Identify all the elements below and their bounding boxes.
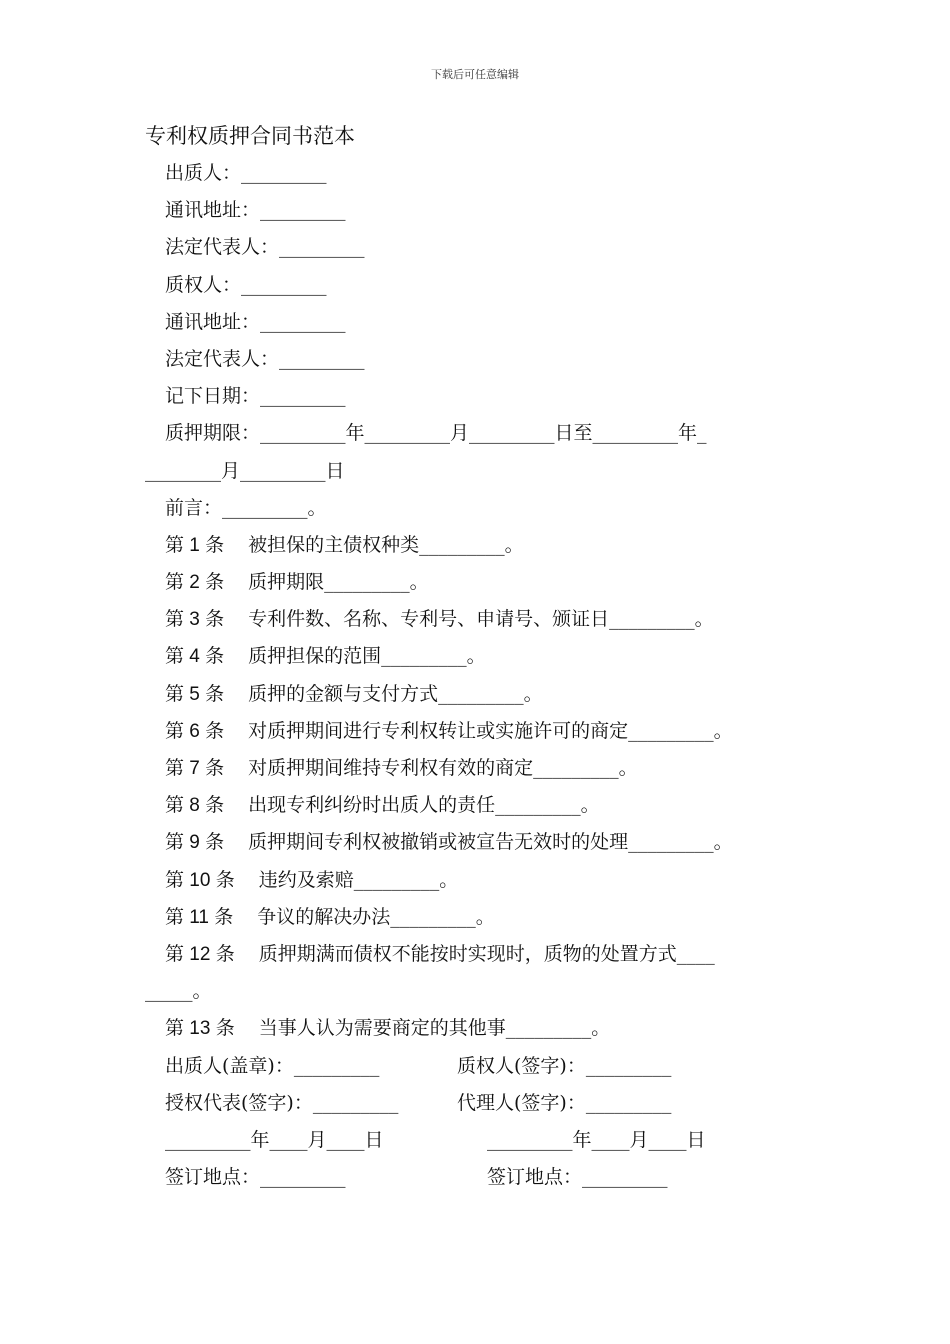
field-pledgor-legal-rep: 法定代表人：_________ (165, 236, 365, 259)
signature-row-1 (145, 1048, 815, 1085)
article-2 (145, 564, 815, 601)
sig-pledgor-seal: 出质人(盖章)：_________ (165, 1054, 380, 1077)
document-title: 专利权质押合同书范本 (145, 124, 355, 148)
article-number: 第 9 条 (165, 832, 225, 854)
article-3 (145, 601, 815, 638)
page-header-note: 下载后可任意编辑 (431, 68, 519, 81)
signature-row-4 (145, 1159, 815, 1196)
article-text: 出现专利纠纷时出质人的责任_________。 (248, 794, 600, 817)
sig-place-left: 签订地点：_________ (165, 1166, 346, 1189)
article-number: 第 13 条 (165, 1018, 235, 1040)
field-record-date: 记下日期：_________ (165, 385, 346, 408)
article-text: 质押期间专利权被撤销或被宣告无效时的处理_________。 (248, 831, 733, 854)
field-pledgee-address: 通讯地址：_________ (165, 310, 346, 333)
field-pledge-term: 质押期限：_________年_________月_________日至_________年_ (165, 422, 707, 445)
article-1 (145, 527, 815, 564)
article-number: 第 1 条 (165, 534, 225, 556)
article-8 (145, 787, 815, 824)
article-text: 质押的金额与支付方式_________。 (248, 682, 543, 705)
article-number: 第 5 条 (165, 683, 225, 705)
article-11 (145, 899, 815, 936)
article-5 (145, 676, 815, 713)
field-pledgor-address: 通讯地址：_________ (165, 199, 346, 222)
article-text: 质押期满而债权不能按时实现时，质物的处置方式____ (258, 942, 715, 965)
article-7 (145, 750, 815, 787)
article-number: 第 3 条 (165, 609, 225, 631)
sig-authorized-rep: 授权代表(签字)：_________ (165, 1091, 399, 1114)
article-number: 第 7 条 (165, 758, 225, 779)
article-number: 第 12 条 (165, 943, 235, 965)
article-number: 第 8 条 (165, 795, 225, 817)
field-pledgee-legal-rep: 法定代表人：_________ (165, 347, 365, 370)
sig-date-left: _________年____月____日 (165, 1128, 384, 1151)
sig-agent: 代理人(签字)：_________ (457, 1091, 672, 1114)
sig-place-right: 签订地点：_________ (487, 1166, 668, 1189)
sig-date-right: _________年____月____日 (487, 1128, 706, 1151)
article-text: 对质押期间进行专利权转让或实施许可的商定_________。 (248, 719, 733, 742)
article-text: 违约及索赔_________。 (258, 868, 459, 891)
article-12-cont: _____。 (145, 980, 212, 1003)
article-13 (145, 1010, 815, 1047)
article-number: 第 6 条 (165, 720, 225, 742)
signature-row-3 (145, 1122, 815, 1159)
article-text: 当事人认为需要商定的其他事_________。 (258, 1017, 611, 1040)
article-number: 第 10 条 (165, 869, 235, 891)
article-4 (145, 638, 815, 675)
article-number: 第 4 条 (165, 646, 225, 668)
article-10 (145, 862, 815, 899)
article-number: 第 2 条 (165, 572, 225, 594)
contract-document (145, 118, 815, 1196)
article-text: 被担保的主债权种类_________。 (248, 533, 524, 556)
signature-row-2 (145, 1085, 815, 1122)
field-pledgee: 质权人：_________ (165, 273, 327, 296)
article-text: 专利件数、名称、专利号、申请号、颁证日_________。 (248, 608, 714, 631)
article-9 (145, 824, 815, 861)
article-text: 质押担保的范围_________。 (248, 645, 486, 668)
article-12 (145, 936, 815, 973)
article-text: 争议的解决办法_________。 (257, 905, 495, 928)
article-text: 对质押期间维持专利权有效的商定_________。 (248, 757, 638, 779)
article-number: 第 11 条 (165, 906, 234, 928)
preface: 前言：_________。 (165, 496, 327, 519)
article-text: 质押期限_________。 (248, 571, 429, 594)
field-pledge-term-cont: ________月_________日 (145, 459, 345, 482)
article-6 (145, 713, 815, 750)
field-pledgor: 出质人：_________ (165, 162, 327, 184)
sig-pledgee-sign: 质权人(签字)：_________ (457, 1054, 672, 1077)
